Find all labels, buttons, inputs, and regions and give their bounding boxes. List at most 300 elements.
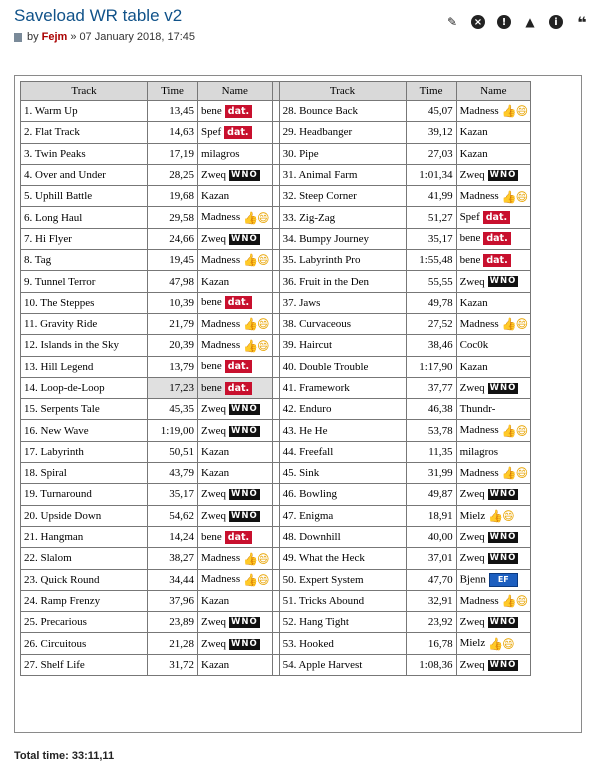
time-cell: 32,91 [406,590,456,611]
player-name: Kazan [201,445,230,458]
track-cell: 11. Gravity Ride [21,313,148,334]
player-name: Madness [459,594,499,607]
gap-cell [272,122,279,143]
player-name: Kazan [201,275,230,288]
track-cell: 7. Hi Flyer [21,228,148,249]
track-cell: 38. Curvaceous [279,313,406,334]
player-name: Madness [459,424,499,437]
track-cell: 41. Framework [279,377,406,398]
warn-icon[interactable] [496,14,512,30]
wr-table [20,81,531,676]
table-row [21,122,531,143]
wno-badge-icon: WNO [231,233,258,244]
player-name: Zweq [459,616,485,629]
time-cell: 47,98 [148,271,198,292]
track-cell: 28. Bounce Back [279,101,406,122]
wno-badge-icon: WNO [489,489,517,500]
name-cell [456,505,531,526]
wno-badge-icon: WNO [231,170,258,180]
time-cell: 35,17 [148,484,198,505]
thumbs-badge-icon: 👍😄 [243,551,269,566]
thumbs-badge-icon: 👍😄 [501,104,528,119]
player-name: Zweq [201,403,227,416]
table-row [21,164,531,185]
wno-badge-icon: WNO [231,489,258,500]
table-row [21,441,531,462]
name-cell [198,250,273,271]
player-name: Madness [201,573,241,586]
track-cell: 1. Warm Up [21,101,148,122]
time-cell: 31,99 [406,463,456,484]
time-cell: 39,12 [406,122,456,143]
time-cell: 1:17,90 [406,356,456,377]
track-cell: 26. Circuitous [21,633,148,654]
wno-badge-icon: WNO [489,276,517,287]
player-name: Coc0k [459,339,489,352]
track-cell: 33. Zig-Zag [279,207,406,228]
time-cell: 10,39 [148,292,198,313]
track-cell: 24. Ramp Frenzy [21,590,148,611]
meta-prefix: by [27,31,39,43]
track-cell: 10. The Steppes [21,292,148,313]
player-name: Zweq [201,616,227,629]
name-cell [198,399,273,420]
time-cell: 17,19 [148,143,198,164]
report-icon[interactable]: ▲ [525,15,535,29]
gap-cell [272,399,279,420]
name-cell [198,463,273,484]
player-name: milagros [201,147,240,160]
wno-badge-icon: WNO [231,425,258,436]
track-cell: 22. Slalom [21,548,148,569]
player-name: Madness [201,339,241,352]
gap-cell [272,271,279,292]
time-cell: 43,79 [148,463,198,484]
time-cell: 1:01,34 [406,164,456,185]
player-name: Mielz [459,637,486,650]
track-cell: 37. Jaws [279,292,406,313]
track-cell: 4. Over and Under [21,164,148,185]
time-cell: 29,58 [148,207,198,228]
wno-badge-icon: WNO [489,617,517,628]
player-name: Spef [201,125,222,138]
meta-separator: » [70,31,77,43]
table-row [21,633,531,654]
time-cell: 27,52 [406,313,456,334]
track-cell: 48. Downhill [279,526,406,547]
info-glyph: i [549,15,563,29]
name-cell [198,377,273,398]
header-name-right: Name [456,82,531,101]
close-icon: × [471,15,485,29]
gap-cell [272,569,279,590]
table-row [21,505,531,526]
name-cell [198,292,273,313]
time-cell: 27,03 [406,143,456,164]
name-cell [198,101,273,122]
gap-cell [272,420,279,441]
gap-cell [272,101,279,122]
track-cell: 20. Upside Down [21,505,148,526]
track-cell: 2. Flat Track [21,122,148,143]
wno-badge-icon: WNO [231,404,258,415]
time-cell: 1:55,48 [406,250,456,271]
player-name: Zweq [201,637,227,650]
time-cell: 1:19,00 [148,420,198,441]
time-cell: 13,45 [148,101,198,122]
player-name: Zweq [459,531,485,544]
name-cell [198,164,273,185]
time-cell: 49,78 [406,292,456,313]
time-cell: 20,39 [148,335,198,356]
player-name: Zweq [459,488,485,501]
time-cell: 28,25 [148,164,198,185]
gap-cell [272,441,279,462]
name-cell [198,186,273,207]
table-row [21,271,531,292]
dat-badge-icon: dat. [483,254,510,267]
track-cell: 8. Tag [21,250,148,271]
name-cell [198,590,273,611]
table-row [21,548,531,569]
thumbs-badge-icon: 👍😄 [488,509,514,524]
gap-cell [272,207,279,228]
track-cell: 16. New Wave [21,420,148,441]
table-row [21,186,531,207]
quote-icon[interactable]: ❝ [577,12,587,32]
gap-cell [272,143,279,164]
time-cell: 35,17 [406,228,456,249]
gap-cell [272,590,279,611]
ef-badge-icon: EF [489,573,518,587]
thumbs-badge-icon: 👍😄 [243,338,269,353]
track-cell: 45. Sink [279,463,406,484]
header-name-left: Name [198,82,273,101]
name-cell [456,335,531,356]
gap-cell [272,356,279,377]
table-row [21,569,531,590]
name-cell [456,420,531,441]
player-name: Zweq [459,275,485,288]
track-cell: 25. Precarious [21,612,148,633]
time-cell: 45,07 [406,101,456,122]
track-cell: 30. Pipe [279,143,406,164]
wno-badge-icon: WNO [231,510,258,521]
gap-cell [272,186,279,207]
name-cell [198,633,273,654]
name-cell [456,654,531,675]
track-cell: 31. Animal Farm [279,164,406,185]
table-row [21,313,531,334]
name-cell [198,356,273,377]
table-row [21,399,531,420]
post-toolbar [444,14,590,30]
time-cell: 37,96 [148,590,198,611]
name-cell [198,143,273,164]
wno-badge-icon: WNO [489,553,517,564]
track-cell: 49. What the Heck [279,548,406,569]
dat-badge-icon: dat. [225,105,252,118]
name-cell [456,313,531,334]
player-name: Zweq [459,169,485,182]
table-row [21,101,531,122]
time-cell: 34,44 [148,569,198,590]
player-name: bene [459,232,481,245]
track-cell: 15. Serpents Tale [21,399,148,420]
info-icon[interactable] [548,14,564,30]
name-cell [456,228,531,249]
time-cell: 38,27 [148,548,198,569]
player-name: bene [201,381,222,394]
thumbs-badge-icon: 👍😄 [501,189,528,204]
gap-cell [272,484,279,505]
thumbs-badge-icon: 👍😄 [488,636,514,651]
name-cell [456,122,531,143]
track-cell: 43. He He [279,420,406,441]
time-cell: 37,01 [406,548,456,569]
player-name: bene [201,296,222,309]
name-cell [198,441,273,462]
table-row [21,377,531,398]
dat-badge-icon: dat. [225,382,252,395]
track-cell: 39. Haircut [279,335,406,356]
player-name: Thundr- [459,403,496,416]
time-cell: 18,91 [406,505,456,526]
gap-cell [272,505,279,526]
name-cell [198,548,273,569]
name-cell [198,207,273,228]
time-cell: 13,79 [148,356,198,377]
player-name: Madness [459,317,499,330]
player-name: bene [201,360,222,373]
track-cell: 32. Steep Corner [279,186,406,207]
time-cell: 41,99 [406,186,456,207]
name-cell [198,228,273,249]
player-name: Madness [201,317,241,330]
name-cell [456,292,531,313]
name-cell [456,356,531,377]
track-cell: 50. Expert System [279,569,406,590]
header-time-right: Time [406,82,456,101]
player-name: Zweq [201,424,227,437]
post-date: 07 January 2018, 17:45 [79,31,196,43]
name-cell [456,377,531,398]
wno-badge-icon: WNO [489,532,517,543]
name-cell [456,463,531,484]
thumbs-badge-icon: 👍😄 [501,423,528,438]
post-icon [14,33,22,42]
dat-badge-icon: dat. [224,126,251,139]
track-cell: 52. Hang Tight [279,612,406,633]
name-cell [456,633,531,654]
track-cell: 46. Bowling [279,484,406,505]
name-cell [456,164,531,185]
time-cell: 1:08,36 [406,654,456,675]
track-cell: 9. Tunnel Terror [21,271,148,292]
name-cell [456,207,531,228]
player-name: Madness [459,104,499,117]
thumbs-badge-icon: 👍😄 [243,317,269,332]
table-row [21,463,531,484]
track-cell: 47. Enigma [279,505,406,526]
name-cell [198,271,273,292]
thumbs-badge-icon: 👍😄 [243,210,269,225]
player-name: Madness [201,253,241,266]
track-cell: 3. Twin Peaks [21,143,148,164]
time-cell: 21,28 [148,633,198,654]
track-cell: 5. Uphill Battle [21,186,148,207]
dat-badge-icon: dat. [225,360,252,373]
time-cell: 47,70 [406,569,456,590]
edit-icon[interactable]: ✎ [446,15,458,29]
header-track-left: Track [21,82,148,101]
time-cell: 37,77 [406,377,456,398]
name-cell [198,122,273,143]
player-name: Zweq [459,382,485,394]
wno-badge-icon: WNO [489,382,517,393]
name-cell [456,548,531,569]
wno-badge-icon: WNO [489,170,517,180]
time-cell: 24,66 [148,228,198,249]
table-row [21,356,531,377]
name-cell [456,612,531,633]
author-link[interactable]: Fejm [41,31,68,43]
table-row [21,654,531,675]
player-name: Kazan [459,360,488,373]
name-cell [456,101,531,122]
time-cell: 19,68 [148,186,198,207]
time-cell: 50,51 [148,441,198,462]
wno-badge-icon: WNO [489,659,517,670]
gap-cell [272,313,279,334]
name-cell [198,654,273,675]
player-name: Zweq [201,509,227,522]
track-cell: 12. Islands in the Sky [21,335,148,356]
table-row [21,335,531,356]
track-cell: 19. Turnaround [21,484,148,505]
name-cell [456,526,531,547]
name-cell [456,441,531,462]
name-cell [198,335,273,356]
time-cell: 51,27 [406,207,456,228]
name-cell [456,143,531,164]
gap-cell [272,612,279,633]
name-cell [198,484,273,505]
thumbs-badge-icon: 👍😄 [501,466,528,481]
thumbs-badge-icon: 👍😄 [501,317,528,332]
track-cell: 14. Loop-de-Loop [21,377,148,398]
table-row [21,207,531,228]
name-cell [198,569,273,590]
name-cell [456,271,531,292]
player-name: bene [201,104,222,117]
track-cell: 17. Labyrinth [21,441,148,462]
track-cell: 29. Headbanger [279,122,406,143]
player-name: Zweq [201,169,227,182]
time-cell: 14,24 [148,526,198,547]
name-cell [456,590,531,611]
time-cell: 46,38 [406,399,456,420]
table-body [21,101,531,676]
time-cell: 11,35 [406,441,456,462]
name-cell [456,484,531,505]
track-cell: 51. Tricks Abound [279,590,406,611]
name-cell [456,186,531,207]
exclamation-icon: ! [497,15,511,29]
table-header-row [21,82,531,101]
track-cell: 53. Hooked [279,633,406,654]
name-cell [456,250,531,271]
time-cell: 16,78 [406,633,456,654]
player-name: Kazan [201,594,230,607]
time-cell: 14,63 [148,122,198,143]
track-cell: 40. Double Trouble [279,356,406,377]
dat-badge-icon: dat. [483,232,510,245]
player-name: bene [201,530,222,543]
table-row [21,590,531,611]
name-cell [198,526,273,547]
player-name: Madness [201,211,241,224]
topic-title[interactable]: Saveload WR table v2 [14,6,183,25]
gap-cell [272,526,279,547]
player-name: Spef [459,211,480,224]
table-row [21,292,531,313]
track-cell: 34. Bumpy Journey [279,228,406,249]
delete-icon[interactable] [470,14,486,30]
player-name: Kazan [201,467,230,480]
header-gap [272,82,279,101]
time-cell: 23,89 [148,612,198,633]
gap-cell [272,164,279,185]
table-row [21,526,531,547]
gap-cell [272,463,279,484]
dat-badge-icon: dat. [483,211,510,224]
time-cell: 54,62 [148,505,198,526]
time-cell: 17,23 [148,377,198,398]
player-name: Kazan [201,658,230,671]
track-cell: 54. Apple Harvest [279,654,406,675]
track-cell: 13. Hill Legend [21,356,148,377]
gap-cell [272,228,279,249]
track-cell: 27. Shelf Life [21,654,148,675]
player-name: Madness [201,552,241,565]
time-cell: 55,55 [406,271,456,292]
table-row [21,250,531,271]
player-name: Kazan [201,190,230,203]
gap-cell [272,335,279,356]
thumbs-badge-icon: 👍😄 [243,253,269,268]
dat-badge-icon: dat. [225,531,252,544]
name-cell [198,420,273,441]
gap-cell [272,292,279,313]
player-name: Madness [459,466,499,479]
time-cell: 45,35 [148,399,198,420]
track-cell: 36. Fruit in the Den [279,271,406,292]
table-row [21,612,531,633]
time-cell: 31,72 [148,654,198,675]
name-cell [198,612,273,633]
table-row [21,143,531,164]
player-name: Bjenn [459,573,486,586]
dat-badge-icon: dat. [225,296,252,309]
time-cell: 23,92 [406,612,456,633]
track-cell: 18. Spiral [21,463,148,484]
gap-cell [272,633,279,654]
name-cell [456,399,531,420]
player-name: Madness [459,190,499,203]
gap-cell [272,250,279,271]
player-name: Kazan [459,147,488,160]
